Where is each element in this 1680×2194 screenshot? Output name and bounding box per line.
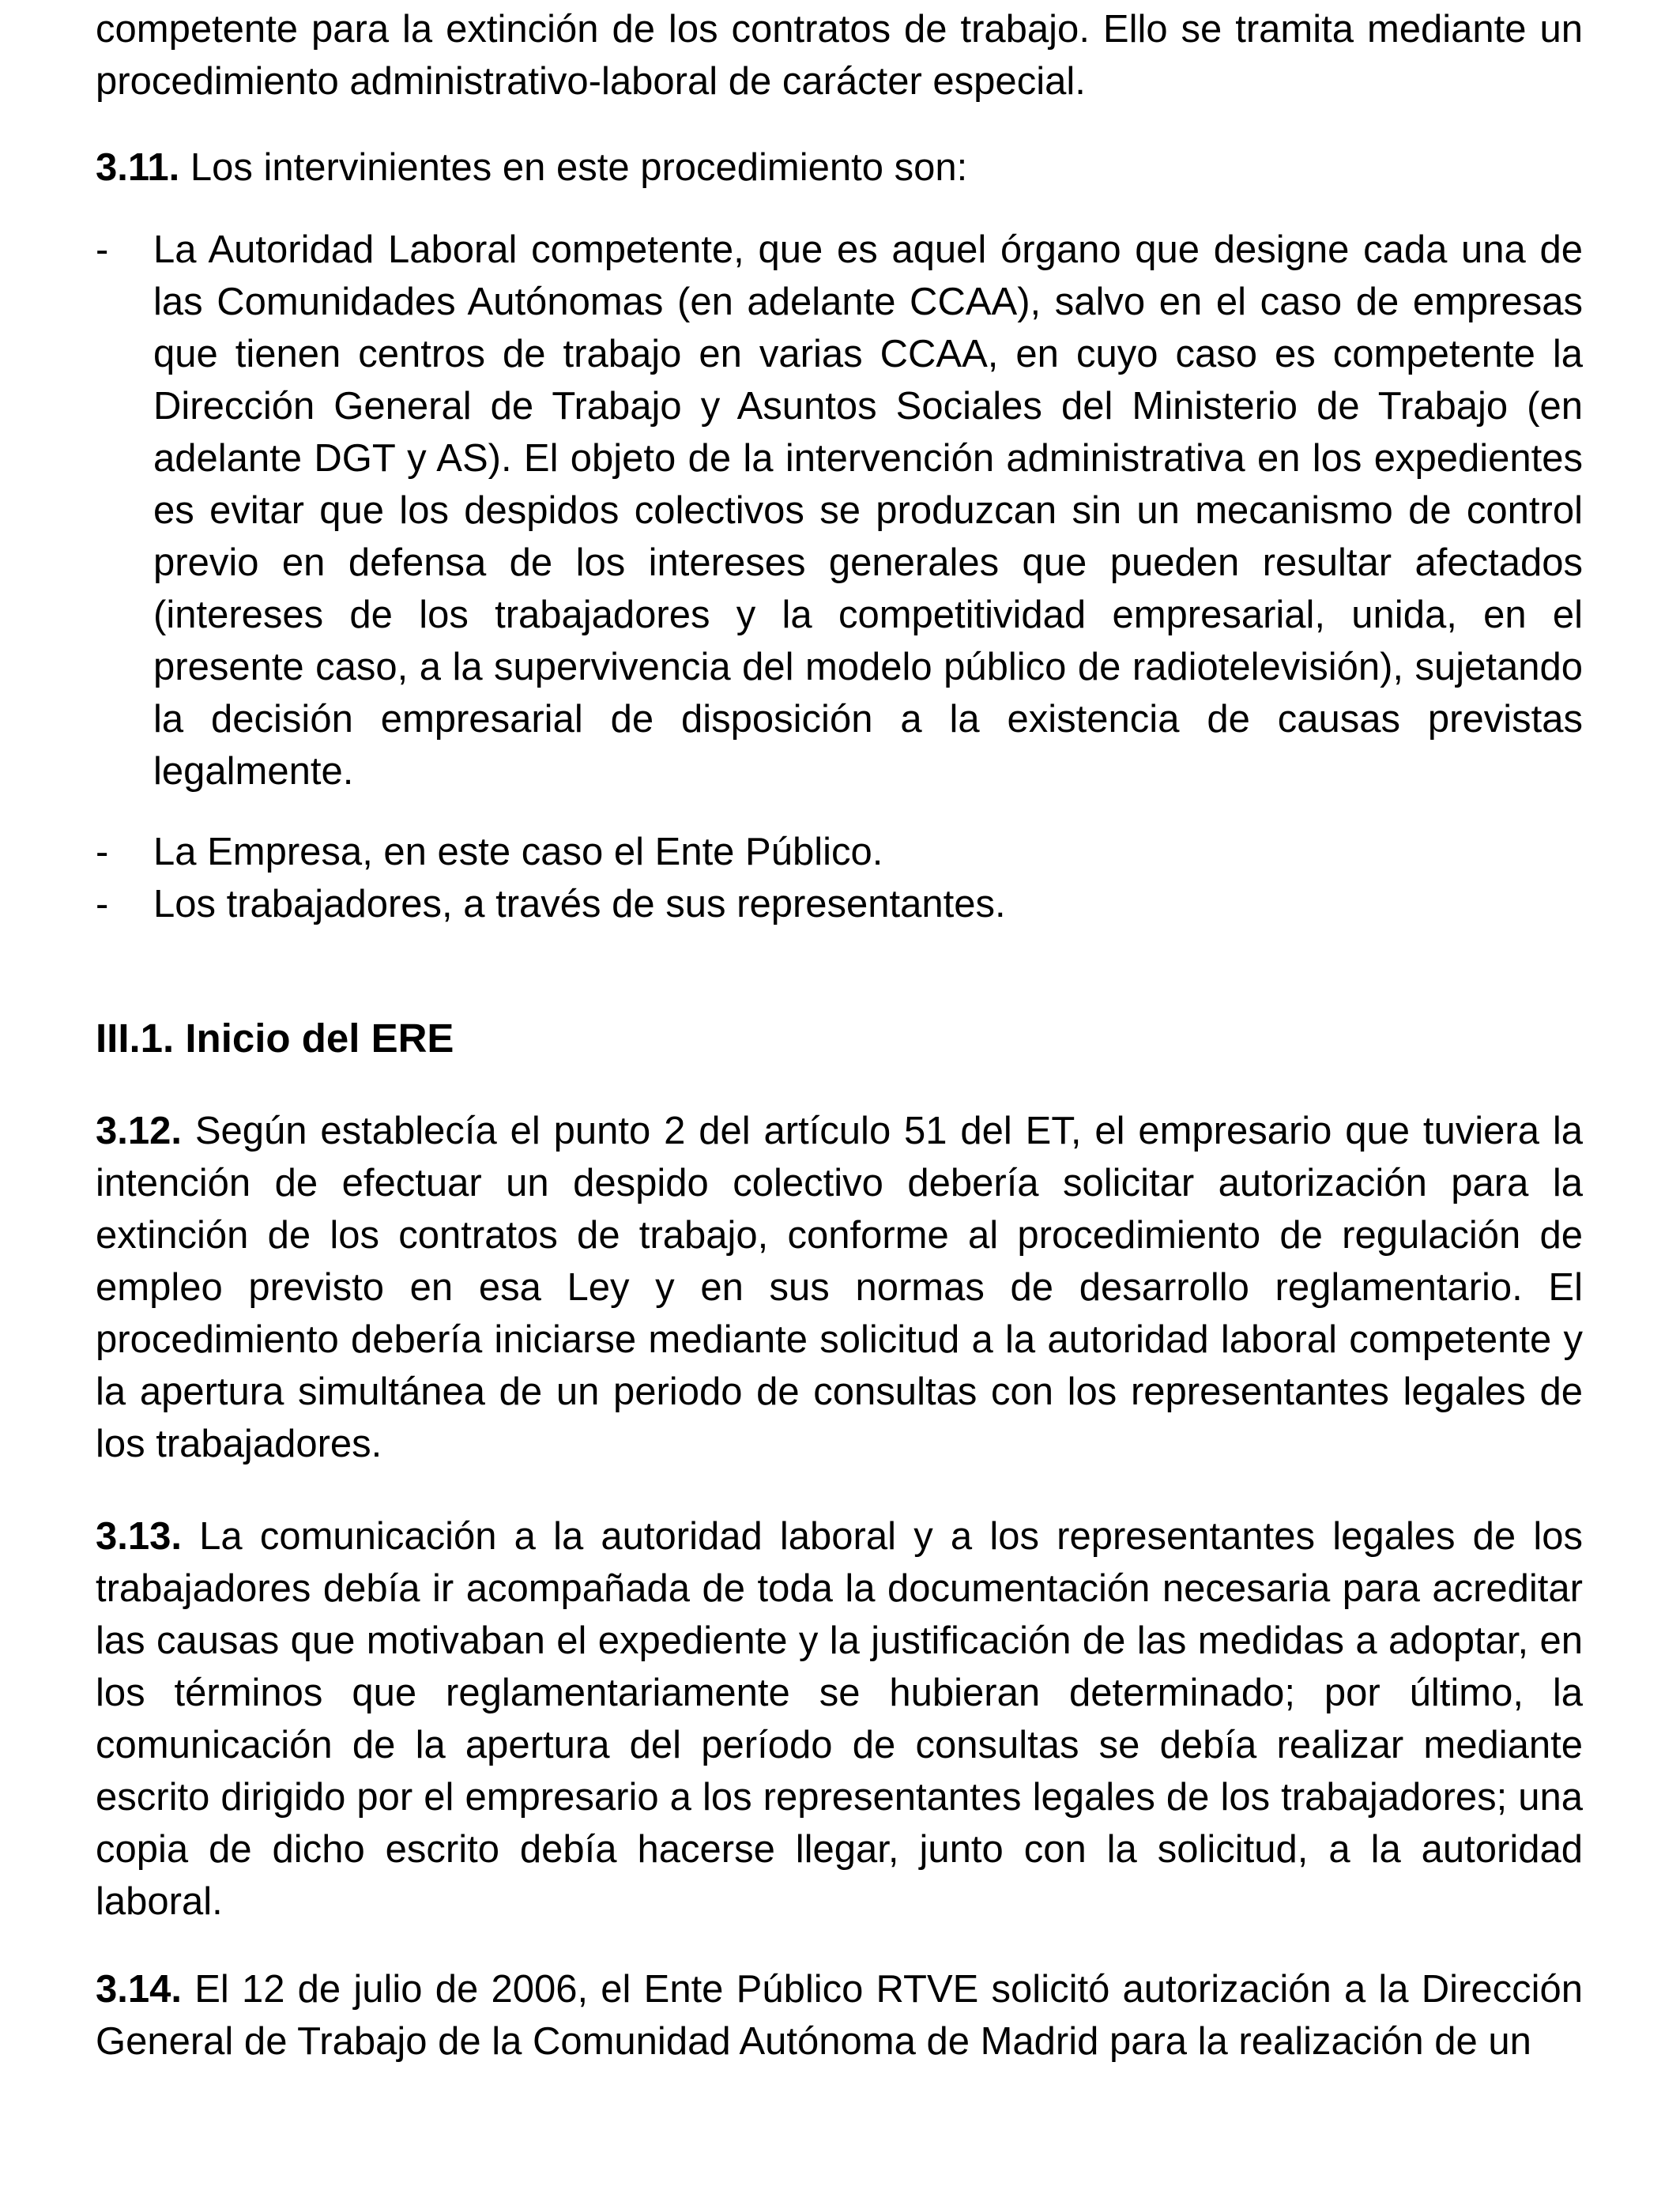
paragraph-text: Los intervinientes en este procedimiento son:: [190, 146, 968, 189]
bullet-dash: -: [96, 228, 109, 271]
paragraph-number: 3.13.: [96, 1515, 182, 1558]
paragraph-text: El 12 de julio de 2006, el Ente Público RTVE solicitó autorización a la Dirección General de Trabajo de la Comunidad Autónoma de Madrid para la realización de un: [96, 1968, 1583, 2063]
list-item: [96, 826, 1583, 878]
paragraph-number: 3.11.: [96, 146, 180, 189]
bullet-dash: -: [96, 883, 109, 925]
intro-continuation-paragraph: competente para la extinción de los contratos de trabajo. Ello se tramita mediante un procedimiento administrativo-laboral de carácter especial.: [96, 8, 1583, 103]
list-item: [96, 224, 1583, 797]
paragraph-3-12: [96, 1105, 1583, 1470]
paragraph-3-11: [96, 141, 1583, 194]
list-item-text: Los trabajadores, a través de sus representantes.: [153, 883, 1006, 925]
paragraph-3-13: [96, 1510, 1583, 1928]
paragraph-text: Según establecía el punto 2 del artículo 51 del ET, el empresario que tuviera la intención de efectuar un despido colectivo debería solicitar autorización para la extinción de los contratos de trabajo, conforme al procedimiento de regulación de empleo previsto en esa Ley y en sus normas de desarrollo reglamentario. El procedimiento debería iniciarse mediante solicitud a la autoridad laboral competente y la apertura simultánea de un periodo de consultas con los representantes legales de los trabajadores.: [96, 1110, 1583, 1465]
paragraph-text: La comunicación a la autoridad laboral y a los representantes legales de los trabajadores debía ir acompañada de toda la documentación necesaria para acreditar las causas que motivaban el expediente y la justificación de las medidas a adoptar, en los términos que reglamentariamente se hubieran determinado; por último, la comunicación de la apertura del período de consultas se debía realizar mediante escrito dirigido por el empresario a los representantes legales de los trabajadores; una copia de dicho escrito debía hacerse llegar, junto con la solicitud, a la autoridad laboral.: [96, 1515, 1583, 1923]
bullet-dash: -: [96, 831, 109, 873]
paragraph-3-14: [96, 1963, 1583, 2068]
paragraph-number: 3.14.: [96, 1968, 182, 2011]
section-heading: III.1. Inicio del ERE: [96, 1016, 454, 1061]
list-item-text: La Empresa, en este caso el Ente Público.: [153, 831, 883, 873]
list-item-text: La Autoridad Laboral competente, que es aquel órgano que designe cada una de las Comunidades Autónomas (en adelante CCAA), salvo en el caso de empresas que tienen centros de trabajo en varias CCAA, en cuyo caso es competente la Dirección General de Trabajo y Asuntos Sociales del Ministerio de Trabajo (en adelante DGT y AS). El objeto de la intervención administrativa en los expedientes es evitar que los despidos colectivos se produzcan sin un mecanismo de control previo en defensa de los intereses generales que pueden resultar afectados (intereses de los trabajadores y la competitividad empresarial, unida, en el presente caso, a la supervivencia del modelo público de radiotelevisión), sujetando la decisión empresarial de disposición a la existencia de causas previstas legalmente.: [153, 228, 1583, 793]
paragraph-number: 3.12.: [96, 1110, 182, 1152]
list-item: [96, 878, 1583, 930]
